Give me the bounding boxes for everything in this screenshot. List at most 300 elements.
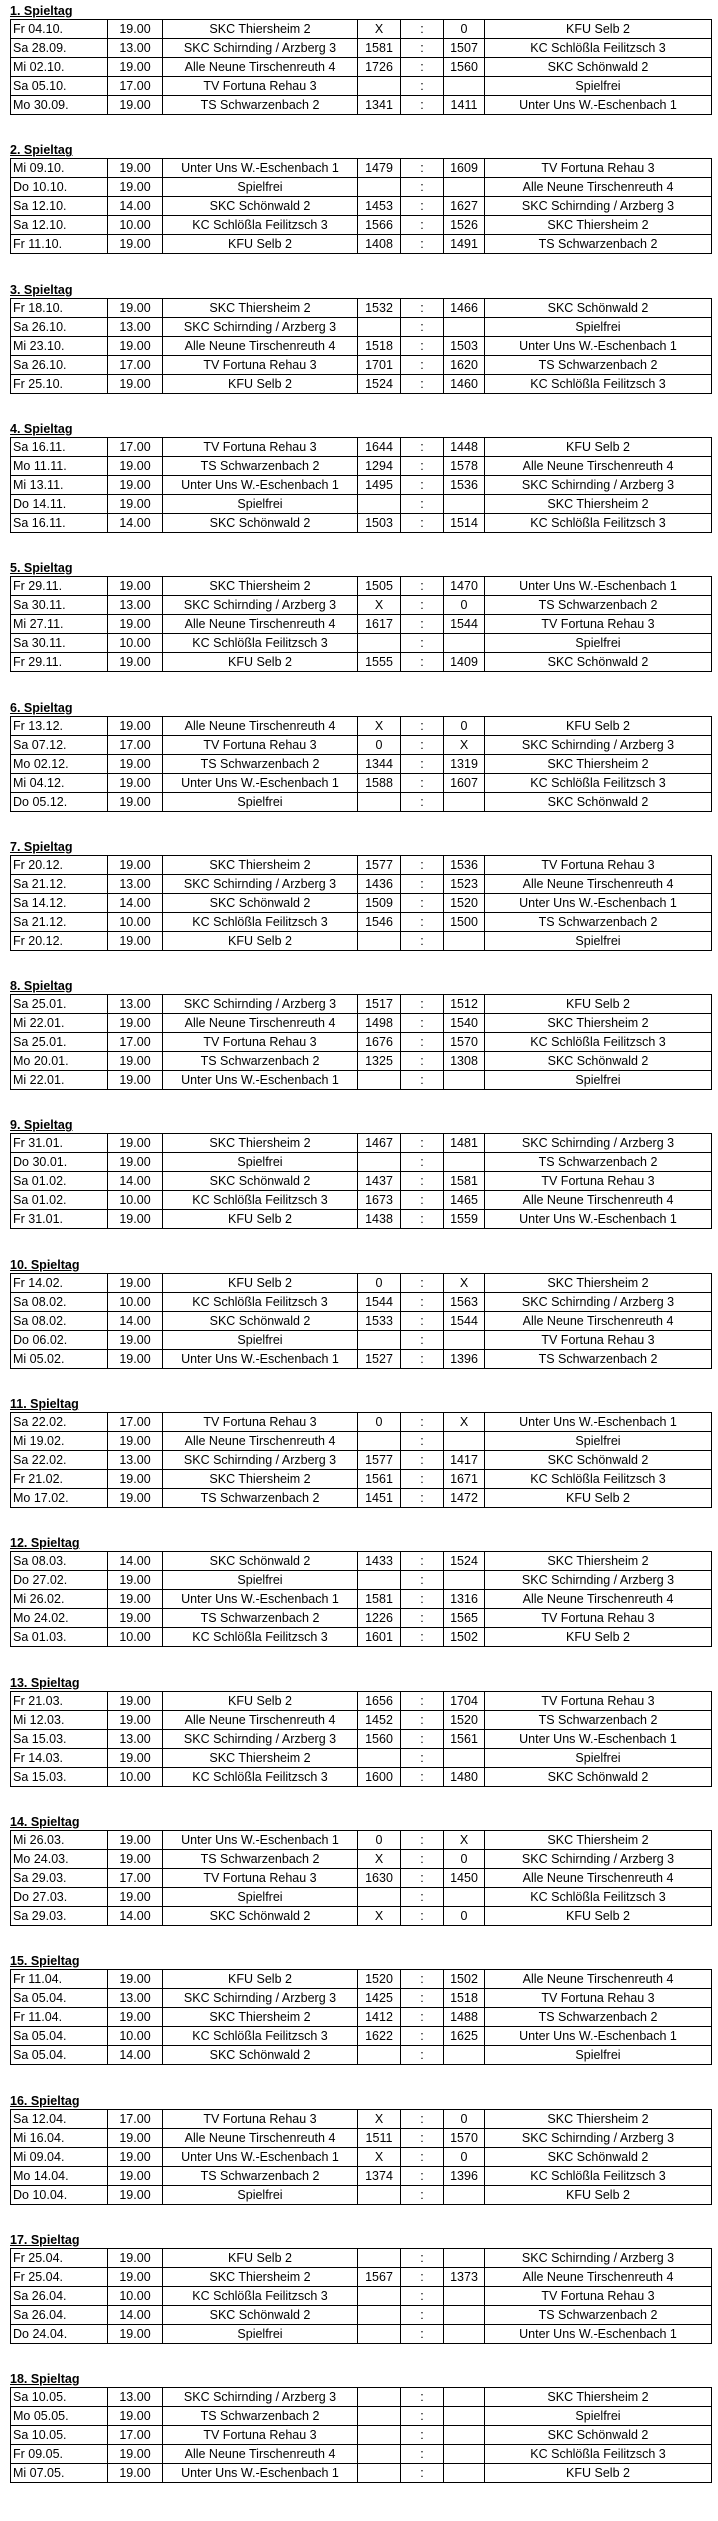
away-score: X bbox=[444, 1273, 485, 1292]
match-date: Fr 25.10. bbox=[11, 374, 108, 393]
match-time: 19.00 bbox=[108, 2166, 163, 2185]
match-row bbox=[11, 197, 712, 216]
score-separator: : bbox=[401, 1292, 444, 1311]
home-score: 0 bbox=[358, 735, 401, 754]
match-date: Sa 26.04. bbox=[11, 2305, 108, 2324]
score-separator: : bbox=[401, 653, 444, 672]
matchday-table bbox=[10, 855, 712, 951]
away-score: 1448 bbox=[444, 437, 485, 456]
match-time: 19.00 bbox=[108, 1571, 163, 1590]
match-date: Mi 09.04. bbox=[11, 2147, 108, 2166]
away-team: Spielfrei bbox=[485, 634, 712, 653]
home-score: 1581 bbox=[358, 1590, 401, 1609]
matchday-title: 16. Spieltag bbox=[10, 2093, 80, 2108]
away-team: TV Fortuna Rehau 3 bbox=[485, 855, 712, 874]
home-team: SKC Thiersheim 2 bbox=[163, 20, 358, 39]
home-team: KFU Selb 2 bbox=[163, 1691, 358, 1710]
away-score: 1607 bbox=[444, 773, 485, 792]
away-score: 1561 bbox=[444, 1729, 485, 1748]
score-separator: : bbox=[401, 1868, 444, 1887]
away-score: 1560 bbox=[444, 58, 485, 77]
match-time: 19.00 bbox=[108, 1590, 163, 1609]
score-separator: : bbox=[401, 1413, 444, 1432]
match-time: 19.00 bbox=[108, 96, 163, 115]
score-separator: : bbox=[401, 577, 444, 596]
home-score: 1226 bbox=[358, 1609, 401, 1628]
away-team: SKC Schirnding / Arzberg 3 bbox=[485, 1134, 712, 1153]
away-team: Unter Uns W.-Eschenbach 1 bbox=[485, 1210, 712, 1229]
home-score bbox=[358, 1432, 401, 1451]
matchday-block bbox=[10, 1397, 712, 1508]
home-score bbox=[358, 2445, 401, 2464]
away-team: KFU Selb 2 bbox=[485, 716, 712, 735]
matchday-block bbox=[10, 143, 712, 254]
away-score: 1578 bbox=[444, 456, 485, 475]
matchday-title: 14. Spieltag bbox=[10, 1814, 80, 1829]
away-team: Alle Neune Tirschenreuth 4 bbox=[485, 1191, 712, 1210]
match-row bbox=[11, 2388, 712, 2407]
home-team: TS Schwarzenbach 2 bbox=[163, 1489, 358, 1508]
match-time: 19.00 bbox=[108, 1052, 163, 1071]
match-row bbox=[11, 1451, 712, 1470]
away-score: 0 bbox=[444, 1906, 485, 1925]
home-score bbox=[358, 178, 401, 197]
score-separator: : bbox=[401, 893, 444, 912]
score-separator: : bbox=[401, 159, 444, 178]
home-team: KC Schlößla Feilitzsch 3 bbox=[163, 1191, 358, 1210]
match-time: 19.00 bbox=[108, 716, 163, 735]
match-date: Sa 10.05. bbox=[11, 2426, 108, 2445]
score-separator: : bbox=[401, 216, 444, 235]
matchday-table bbox=[10, 1691, 712, 1787]
match-date: Mo 02.12. bbox=[11, 754, 108, 773]
home-team: SKC Schirnding / Arzberg 3 bbox=[163, 1989, 358, 2008]
match-date: Sa 10.05. bbox=[11, 2388, 108, 2407]
score-separator: : bbox=[401, 20, 444, 39]
home-score bbox=[358, 1071, 401, 1090]
matchday-table bbox=[10, 716, 712, 812]
away-score: X bbox=[444, 1830, 485, 1849]
home-team: TV Fortuna Rehau 3 bbox=[163, 1033, 358, 1052]
away-team: SKC Thiersheim 2 bbox=[485, 1014, 712, 1033]
away-score: 1503 bbox=[444, 336, 485, 355]
match-time: 13.00 bbox=[108, 1989, 163, 2008]
home-team: SKC Schirnding / Arzberg 3 bbox=[163, 995, 358, 1014]
matchday-title: 3. Spieltag bbox=[10, 282, 73, 297]
match-date: Sa 01.02. bbox=[11, 1191, 108, 1210]
score-separator: : bbox=[401, 931, 444, 950]
away-score: 1502 bbox=[444, 1970, 485, 1989]
match-date: Sa 12.10. bbox=[11, 216, 108, 235]
match-date: Mo 05.05. bbox=[11, 2407, 108, 2426]
match-row bbox=[11, 1906, 712, 1925]
match-row bbox=[11, 1153, 712, 1172]
match-date: Sa 26.10. bbox=[11, 317, 108, 336]
away-team: TS Schwarzenbach 2 bbox=[485, 1710, 712, 1729]
matchday-block bbox=[10, 283, 712, 394]
away-score: 1466 bbox=[444, 298, 485, 317]
away-score: 1465 bbox=[444, 1191, 485, 1210]
home-team: Spielfrei bbox=[163, 792, 358, 811]
away-team: Alle Neune Tirschenreuth 4 bbox=[485, 1868, 712, 1887]
home-team: TV Fortuna Rehau 3 bbox=[163, 77, 358, 96]
away-score: 1319 bbox=[444, 754, 485, 773]
score-separator: : bbox=[401, 2267, 444, 2286]
matchday-title: 17. Spieltag bbox=[10, 2232, 80, 2247]
matchday-table bbox=[10, 994, 712, 1090]
matchday-block bbox=[10, 422, 712, 533]
matchday-table bbox=[10, 2248, 712, 2344]
away-score: X bbox=[444, 1413, 485, 1432]
match-row bbox=[11, 1767, 712, 1786]
match-date: Do 10.04. bbox=[11, 2185, 108, 2204]
home-team: Alle Neune Tirschenreuth 4 bbox=[163, 2445, 358, 2464]
away-score: X bbox=[444, 735, 485, 754]
match-time: 10.00 bbox=[108, 2027, 163, 2046]
home-score bbox=[358, 1571, 401, 1590]
match-date: Mi 16.04. bbox=[11, 2128, 108, 2147]
score-separator: : bbox=[401, 2286, 444, 2305]
match-row bbox=[11, 2185, 712, 2204]
home-score: 1544 bbox=[358, 1292, 401, 1311]
away-score bbox=[444, 1748, 485, 1767]
match-time: 19.00 bbox=[108, 1014, 163, 1033]
match-row bbox=[11, 792, 712, 811]
match-date: Mi 22.01. bbox=[11, 1014, 108, 1033]
away-team: Unter Uns W.-Eschenbach 1 bbox=[485, 2027, 712, 2046]
away-team: Alle Neune Tirschenreuth 4 bbox=[485, 1311, 712, 1330]
match-time: 19.00 bbox=[108, 456, 163, 475]
home-team: TS Schwarzenbach 2 bbox=[163, 456, 358, 475]
match-row bbox=[11, 1349, 712, 1368]
home-score: 1437 bbox=[358, 1172, 401, 1191]
away-team: TV Fortuna Rehau 3 bbox=[485, 2286, 712, 2305]
match-date: Mo 24.02. bbox=[11, 1609, 108, 1628]
match-date: Mo 20.01. bbox=[11, 1052, 108, 1071]
away-score: 1491 bbox=[444, 235, 485, 254]
away-score: 1704 bbox=[444, 1691, 485, 1710]
home-team: Alle Neune Tirschenreuth 4 bbox=[163, 1014, 358, 1033]
away-score bbox=[444, 1887, 485, 1906]
match-time: 17.00 bbox=[108, 735, 163, 754]
score-separator: : bbox=[401, 317, 444, 336]
match-date: Fr 29.11. bbox=[11, 653, 108, 672]
match-date: Sa 08.03. bbox=[11, 1552, 108, 1571]
home-team: TS Schwarzenbach 2 bbox=[163, 1052, 358, 1071]
away-team: TS Schwarzenbach 2 bbox=[485, 235, 712, 254]
home-team: Unter Uns W.-Eschenbach 1 bbox=[163, 1349, 358, 1368]
home-team: TV Fortuna Rehau 3 bbox=[163, 2426, 358, 2445]
score-separator: : bbox=[401, 912, 444, 931]
away-score: 1536 bbox=[444, 855, 485, 874]
match-row bbox=[11, 931, 712, 950]
score-separator: : bbox=[401, 1887, 444, 1906]
away-team: KC Schlößla Feilitzsch 3 bbox=[485, 773, 712, 792]
match-time: 14.00 bbox=[108, 2046, 163, 2065]
away-team: TS Schwarzenbach 2 bbox=[485, 596, 712, 615]
match-row bbox=[11, 2445, 712, 2464]
home-team: Alle Neune Tirschenreuth 4 bbox=[163, 336, 358, 355]
matchday-title: 11. Spieltag bbox=[10, 1397, 79, 1411]
home-score: 1520 bbox=[358, 1970, 401, 1989]
home-team: SKC Schirnding / Arzberg 3 bbox=[163, 1451, 358, 1470]
away-team: Unter Uns W.-Eschenbach 1 bbox=[485, 96, 712, 115]
away-score: 1308 bbox=[444, 1052, 485, 1071]
match-row bbox=[11, 634, 712, 653]
home-score bbox=[358, 2464, 401, 2483]
match-date: Fr 20.12. bbox=[11, 931, 108, 950]
away-score: 1520 bbox=[444, 893, 485, 912]
matchday-title: 5. Spieltag bbox=[10, 561, 73, 576]
match-time: 17.00 bbox=[108, 355, 163, 374]
match-time: 14.00 bbox=[108, 893, 163, 912]
away-score bbox=[444, 2464, 485, 2483]
away-score: 1411 bbox=[444, 96, 485, 115]
home-team: TV Fortuna Rehau 3 bbox=[163, 2109, 358, 2128]
match-time: 14.00 bbox=[108, 1552, 163, 1571]
matchday-block bbox=[10, 4, 712, 115]
match-row bbox=[11, 912, 712, 931]
score-separator: : bbox=[401, 1349, 444, 1368]
match-row bbox=[11, 1729, 712, 1748]
score-separator: : bbox=[401, 855, 444, 874]
score-separator: : bbox=[401, 1748, 444, 1767]
match-time: 17.00 bbox=[108, 2109, 163, 2128]
match-time: 17.00 bbox=[108, 1033, 163, 1052]
match-row bbox=[11, 1033, 712, 1052]
match-date: Fr 13.12. bbox=[11, 716, 108, 735]
home-team: KC Schlößla Feilitzsch 3 bbox=[163, 912, 358, 931]
score-separator: : bbox=[401, 494, 444, 513]
match-row bbox=[11, 96, 712, 115]
home-team: KFU Selb 2 bbox=[163, 1210, 358, 1229]
matchday-title: 18. Spieltag bbox=[10, 2372, 80, 2387]
away-score: 1565 bbox=[444, 1609, 485, 1628]
away-score: 1559 bbox=[444, 1210, 485, 1229]
matchday-table bbox=[10, 1969, 712, 2065]
match-date: Sa 08.02. bbox=[11, 1311, 108, 1330]
match-time: 19.00 bbox=[108, 931, 163, 950]
home-score: 1341 bbox=[358, 96, 401, 115]
home-team: Spielfrei bbox=[163, 2185, 358, 2204]
match-time: 19.00 bbox=[108, 1134, 163, 1153]
match-row bbox=[11, 1830, 712, 1849]
match-time: 19.00 bbox=[108, 58, 163, 77]
home-score bbox=[358, 2324, 401, 2343]
away-team: TV Fortuna Rehau 3 bbox=[485, 159, 712, 178]
away-team: TS Schwarzenbach 2 bbox=[485, 355, 712, 374]
away-team: SKC Schirnding / Arzberg 3 bbox=[485, 1292, 712, 1311]
away-team: TV Fortuna Rehau 3 bbox=[485, 1691, 712, 1710]
away-team: SKC Thiersheim 2 bbox=[485, 1552, 712, 1571]
match-row bbox=[11, 1273, 712, 1292]
match-date: Do 27.02. bbox=[11, 1571, 108, 1590]
match-time: 19.00 bbox=[108, 298, 163, 317]
match-row bbox=[11, 437, 712, 456]
away-team: TS Schwarzenbach 2 bbox=[485, 2305, 712, 2324]
home-score: 1495 bbox=[358, 475, 401, 494]
score-separator: : bbox=[401, 1489, 444, 1508]
home-score: 1622 bbox=[358, 2027, 401, 2046]
score-separator: : bbox=[401, 1052, 444, 1071]
score-separator: : bbox=[401, 2027, 444, 2046]
match-time: 10.00 bbox=[108, 216, 163, 235]
match-row bbox=[11, 1571, 712, 1590]
score-separator: : bbox=[401, 2388, 444, 2407]
match-date: Sa 21.12. bbox=[11, 874, 108, 893]
matchday-block bbox=[10, 1815, 712, 1926]
score-separator: : bbox=[401, 2046, 444, 2065]
home-score: 1630 bbox=[358, 1868, 401, 1887]
home-team: KC Schlößla Feilitzsch 3 bbox=[163, 216, 358, 235]
home-score: 1726 bbox=[358, 58, 401, 77]
match-row bbox=[11, 1330, 712, 1349]
away-score: 1450 bbox=[444, 1868, 485, 1887]
home-score: 1505 bbox=[358, 577, 401, 596]
score-separator: : bbox=[401, 995, 444, 1014]
score-separator: : bbox=[401, 615, 444, 634]
home-score: 1451 bbox=[358, 1489, 401, 1508]
score-separator: : bbox=[401, 1571, 444, 1590]
away-team: SKC Schönwald 2 bbox=[485, 1451, 712, 1470]
away-team: SKC Thiersheim 2 bbox=[485, 494, 712, 513]
match-time: 19.00 bbox=[108, 2445, 163, 2464]
match-row bbox=[11, 716, 712, 735]
home-team: Spielfrei bbox=[163, 1153, 358, 1172]
score-separator: : bbox=[401, 178, 444, 197]
away-team: Alle Neune Tirschenreuth 4 bbox=[485, 2267, 712, 2286]
match-date: Mo 14.04. bbox=[11, 2166, 108, 2185]
away-score: 1536 bbox=[444, 475, 485, 494]
away-team: Unter Uns W.-Eschenbach 1 bbox=[485, 1729, 712, 1748]
match-row bbox=[11, 1210, 712, 1229]
home-team: KC Schlößla Feilitzsch 3 bbox=[163, 1292, 358, 1311]
match-date: Fr 09.05. bbox=[11, 2445, 108, 2464]
match-date: Sa 05.04. bbox=[11, 2027, 108, 2046]
match-date: Sa 14.12. bbox=[11, 893, 108, 912]
matchday-title: 10. Spieltag bbox=[10, 1257, 80, 1272]
score-separator: : bbox=[401, 1590, 444, 1609]
away-score: 1523 bbox=[444, 874, 485, 893]
match-row bbox=[11, 355, 712, 374]
match-time: 10.00 bbox=[108, 2286, 163, 2305]
away-score: 1620 bbox=[444, 355, 485, 374]
score-separator: : bbox=[401, 2109, 444, 2128]
matchday-title: 15. Spieltag bbox=[10, 1954, 80, 1969]
match-date: Sa 05.10. bbox=[11, 77, 108, 96]
away-score: 0 bbox=[444, 1849, 485, 1868]
home-team: SKC Schönwald 2 bbox=[163, 2305, 358, 2324]
matchday-block bbox=[10, 1118, 712, 1229]
score-separator: : bbox=[401, 1830, 444, 1849]
away-team: SKC Schirnding / Arzberg 3 bbox=[485, 735, 712, 754]
away-score: 1514 bbox=[444, 513, 485, 532]
match-time: 10.00 bbox=[108, 634, 163, 653]
score-separator: : bbox=[401, 2128, 444, 2147]
match-time: 13.00 bbox=[108, 596, 163, 615]
away-team: Unter Uns W.-Eschenbach 1 bbox=[485, 2324, 712, 2343]
away-score bbox=[444, 2324, 485, 2343]
match-row bbox=[11, 773, 712, 792]
match-date: Sa 28.09. bbox=[11, 39, 108, 58]
away-score: 1316 bbox=[444, 1590, 485, 1609]
home-team: KFU Selb 2 bbox=[163, 2248, 358, 2267]
score-separator: : bbox=[401, 1273, 444, 1292]
home-team: TV Fortuna Rehau 3 bbox=[163, 735, 358, 754]
match-time: 19.00 bbox=[108, 2008, 163, 2027]
match-row bbox=[11, 1691, 712, 1710]
home-team: SKC Schönwald 2 bbox=[163, 893, 358, 912]
home-score: 1408 bbox=[358, 235, 401, 254]
match-date: Fr 21.02. bbox=[11, 1470, 108, 1489]
home-score: 1561 bbox=[358, 1470, 401, 1489]
score-separator: : bbox=[401, 2248, 444, 2267]
match-row bbox=[11, 39, 712, 58]
match-row bbox=[11, 1052, 712, 1071]
matchday-title: 4. Spieltag bbox=[10, 421, 73, 436]
away-team: Spielfrei bbox=[485, 1748, 712, 1767]
match-time: 17.00 bbox=[108, 1413, 163, 1432]
matchday-table bbox=[10, 1830, 712, 1926]
score-separator: : bbox=[401, 1451, 444, 1470]
match-row bbox=[11, 58, 712, 77]
match-date: Do 30.01. bbox=[11, 1153, 108, 1172]
away-score: 1512 bbox=[444, 995, 485, 1014]
match-date: Mi 04.12. bbox=[11, 773, 108, 792]
match-time: 19.00 bbox=[108, 2147, 163, 2166]
score-separator: : bbox=[401, 1330, 444, 1349]
match-date: Sa 30.11. bbox=[11, 596, 108, 615]
matchday-title: 6. Spieltag bbox=[10, 700, 73, 715]
match-row bbox=[11, 2267, 712, 2286]
home-team: Alle Neune Tirschenreuth 4 bbox=[163, 615, 358, 634]
home-team: SKC Schirnding / Arzberg 3 bbox=[163, 39, 358, 58]
away-score bbox=[444, 2426, 485, 2445]
home-team: TS Schwarzenbach 2 bbox=[163, 754, 358, 773]
home-score: 1588 bbox=[358, 773, 401, 792]
away-team: TS Schwarzenbach 2 bbox=[485, 1349, 712, 1368]
home-team: KFU Selb 2 bbox=[163, 374, 358, 393]
home-score bbox=[358, 1330, 401, 1349]
away-score bbox=[444, 1432, 485, 1451]
match-date: Do 05.12. bbox=[11, 792, 108, 811]
match-time: 19.00 bbox=[108, 754, 163, 773]
match-row bbox=[11, 2426, 712, 2445]
score-separator: : bbox=[401, 475, 444, 494]
matchday-title: 12. Spieltag bbox=[10, 1536, 80, 1551]
match-date: Do 24.04. bbox=[11, 2324, 108, 2343]
away-score: 1500 bbox=[444, 912, 485, 931]
away-score bbox=[444, 77, 485, 96]
home-team: Spielfrei bbox=[163, 494, 358, 513]
score-separator: : bbox=[401, 1071, 444, 1090]
match-row bbox=[11, 1590, 712, 1609]
home-score: 1567 bbox=[358, 2267, 401, 2286]
match-row bbox=[11, 577, 712, 596]
home-score: 1527 bbox=[358, 1349, 401, 1368]
home-team: SKC Schönwald 2 bbox=[163, 1552, 358, 1571]
match-time: 19.00 bbox=[108, 159, 163, 178]
home-team: SKC Thiersheim 2 bbox=[163, 298, 358, 317]
home-score bbox=[358, 1153, 401, 1172]
away-team: KC Schlößla Feilitzsch 3 bbox=[485, 1033, 712, 1052]
home-team: SKC Schirnding / Arzberg 3 bbox=[163, 874, 358, 893]
home-team: SKC Thiersheim 2 bbox=[163, 1134, 358, 1153]
away-score: 1396 bbox=[444, 2166, 485, 2185]
home-score bbox=[358, 317, 401, 336]
match-row bbox=[11, 2128, 712, 2147]
away-score: 1625 bbox=[444, 2027, 485, 2046]
